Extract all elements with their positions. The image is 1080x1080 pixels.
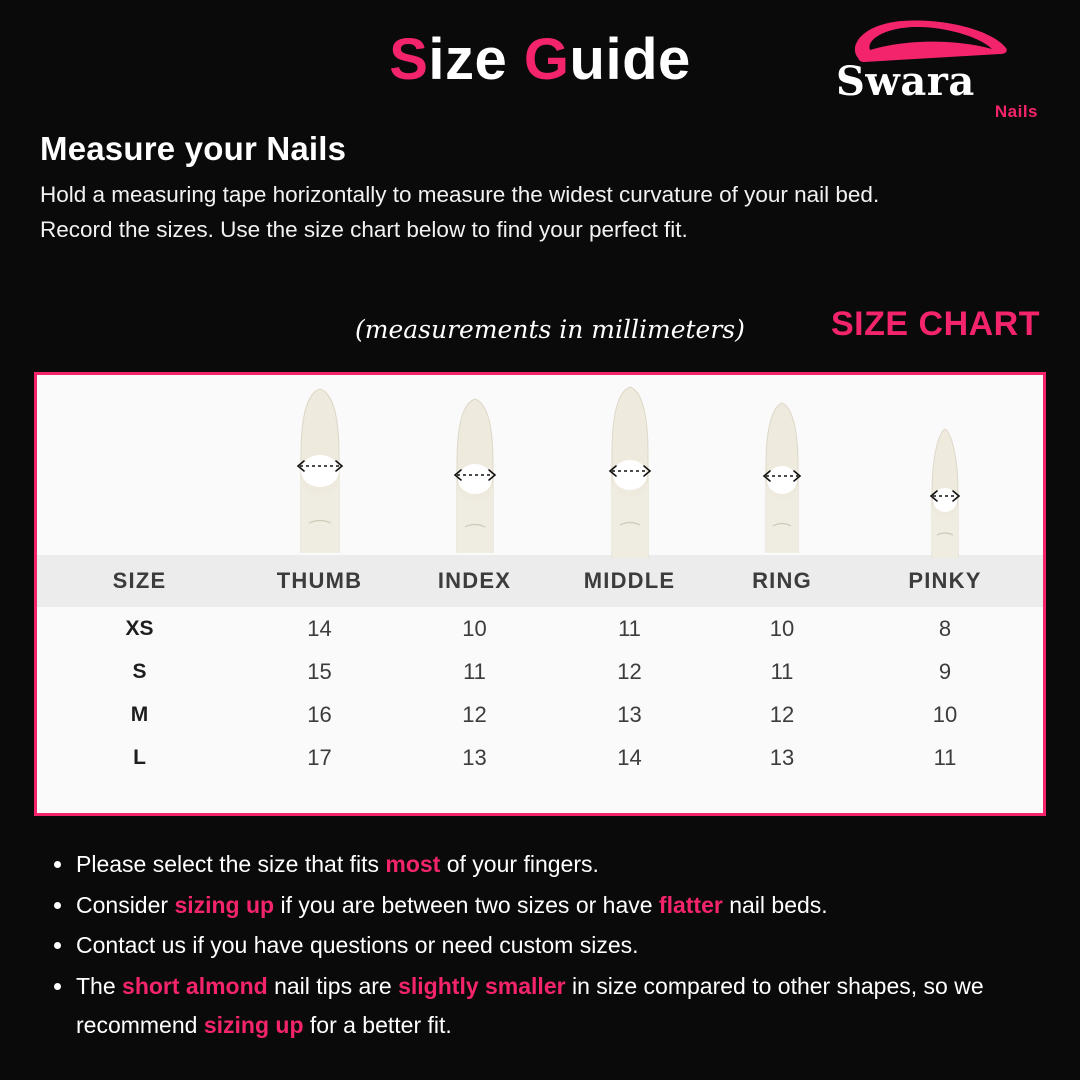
cell-size: XS	[125, 616, 154, 640]
cell-index: 13	[462, 744, 487, 770]
cell-thumb: 14	[307, 615, 332, 641]
nail-index-icon	[431, 383, 519, 553]
notes-list	[44, 845, 1040, 1044]
size-chart-label: SIZE CHART	[831, 305, 1040, 343]
title-accent-g: G	[523, 27, 570, 92]
cell-thumb: 15	[307, 658, 332, 684]
nail-pinky	[857, 383, 1033, 558]
nail-middle	[552, 383, 707, 558]
cell-index: 12	[462, 701, 487, 727]
measure-line-2: Record the sizes. Use the size chart below to find your perfect fit.	[40, 216, 688, 242]
header	[0, 0, 1080, 121]
cell-middle: 13	[617, 701, 642, 727]
title-accent-s: S	[389, 27, 429, 92]
notes-section	[44, 845, 1040, 1046]
table-row	[37, 607, 1043, 650]
cell-pinky: 11	[933, 744, 957, 770]
nail-pinky-icon	[912, 383, 978, 558]
nail-thumb-icon	[271, 383, 369, 553]
title-text-ize: ize	[428, 27, 524, 92]
cell-ring: 11	[770, 658, 794, 684]
list-item: Please select the size that fits most of your fingers.	[44, 845, 1040, 884]
column-header-pinky: PINKY	[908, 568, 982, 593]
cell-middle: 14	[617, 744, 642, 770]
cell-pinky: 8	[938, 615, 952, 641]
cell-ring: 13	[769, 744, 795, 770]
nail-illustration-row	[37, 375, 1043, 555]
nail-ring-icon	[742, 383, 822, 553]
list-item: Contact us if you have questions or need custom sizes.	[44, 926, 1040, 965]
cell-middle: 11	[618, 615, 641, 641]
measure-heading: Measure your Nails	[40, 130, 347, 167]
cell-thumb: 17	[307, 744, 332, 770]
cell-thumb: 16	[307, 701, 332, 727]
column-header-size: SIZE	[112, 568, 167, 593]
brand-logo	[830, 18, 1040, 123]
table-row	[37, 650, 1043, 693]
column-header-ring: RING	[752, 568, 812, 593]
cell-ring: 12	[769, 701, 795, 727]
nail-index	[397, 383, 552, 553]
cell-index: 10	[462, 615, 487, 641]
nail-thumb	[242, 383, 397, 553]
cell-index: 11	[463, 658, 486, 684]
nail-middle-icon	[587, 383, 673, 558]
logo-wordmark: Swara	[836, 58, 975, 105]
cell-pinky: 9	[938, 658, 952, 684]
column-header-thumb: THUMB	[276, 568, 363, 593]
logo-subtext: Nails	[994, 102, 1038, 121]
nail-ring	[707, 383, 857, 553]
measure-line-1: Hold a measuring tape horizontally to measure the widest curvature of your nail bed.	[40, 182, 880, 207]
column-header-middle: MIDDLE	[583, 568, 676, 593]
cell-middle: 12	[617, 658, 642, 684]
measure-section	[40, 130, 1040, 248]
chart-heading-row	[40, 305, 1040, 344]
list-item: Consider sizing up if you are between two sizes or have flatter nail beds.	[44, 886, 1040, 925]
cell-ring: 10	[769, 615, 795, 641]
cell-size: L	[133, 745, 146, 769]
column-header-index: INDEX	[437, 568, 512, 593]
table-row	[37, 693, 1043, 736]
measurement-unit-note: (measurements in millimeters)	[355, 315, 745, 344]
table-header-row	[37, 555, 1043, 607]
cell-pinky: 10	[932, 701, 958, 727]
cell-size: M	[130, 702, 149, 726]
size-chart	[34, 372, 1046, 816]
title-text-uide: uide	[569, 27, 691, 92]
cell-size: S	[132, 659, 147, 683]
table-row	[37, 736, 1043, 779]
list-item: The short almond nail tips are slightly smaller in size compared to other shapes, so we recommend sizing up for a better fit.	[44, 967, 1040, 1044]
